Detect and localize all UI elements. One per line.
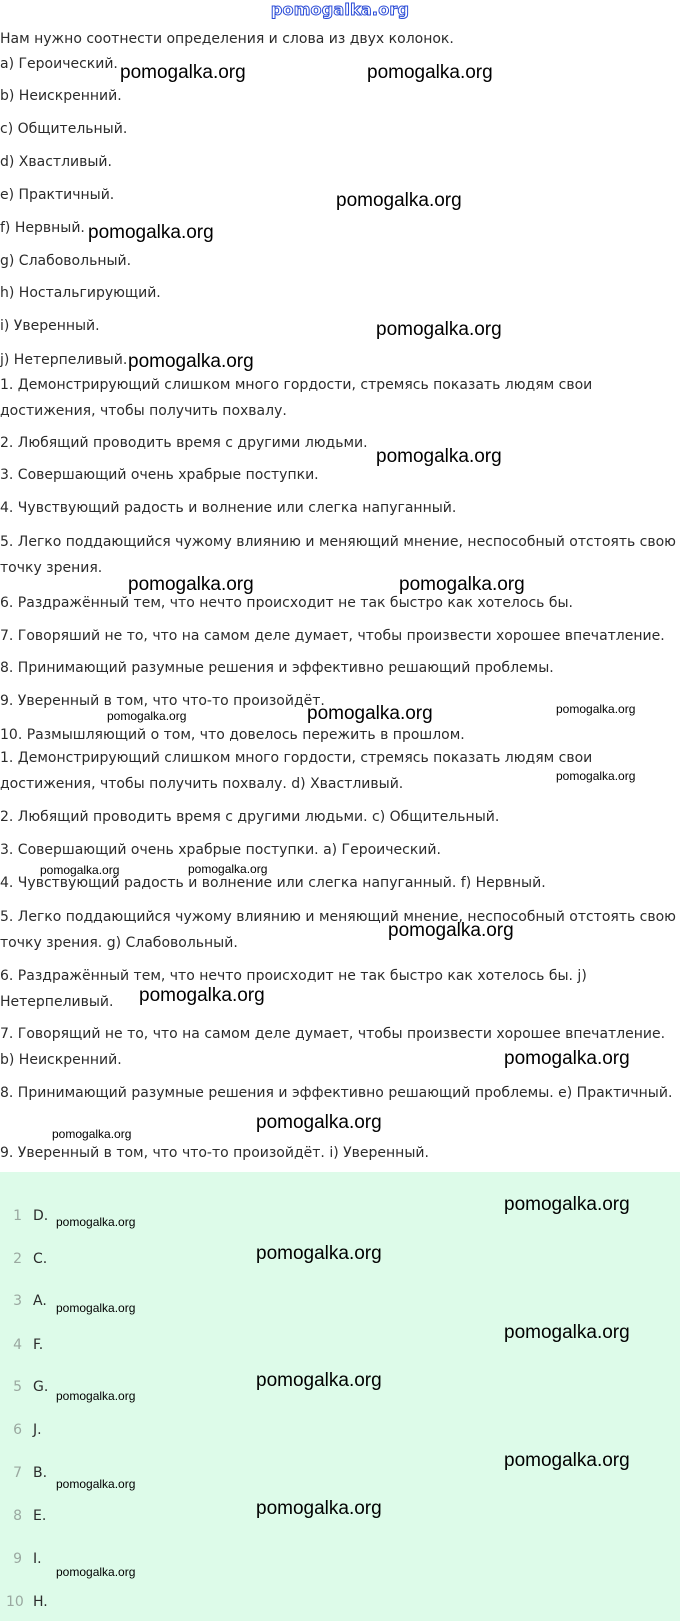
answer-number: 2	[13, 1251, 22, 1267]
watermark: pomogalka.org	[307, 703, 433, 724]
watermark: pomogalka.org	[139, 985, 265, 1006]
watermark: pomogalka.org	[556, 769, 636, 783]
answer-letter: G.	[33, 1379, 49, 1395]
watermark: pomogalka.org	[256, 1112, 382, 1133]
match-item: 5. Легко поддающийся чужому влиянию и меняющий мнение, неспособный отстоять свою точку зрения. g) Слабовольный.	[0, 909, 676, 951]
answer-number: 7	[13, 1465, 22, 1481]
watermark: pomogalka.org	[504, 1322, 630, 1343]
match-item: 8. Принимающий разумные решения и эффективно решающий проблемы. e) Практичный.	[0, 1085, 673, 1101]
watermark: pomogalka.org	[367, 62, 493, 83]
watermark: pomogalka.org	[376, 319, 502, 340]
watermark: pomogalka.org	[40, 863, 120, 877]
answer-number: 5	[13, 1379, 22, 1395]
watermark: pomogalka.org	[399, 574, 525, 595]
watermark: pomogalka.org	[256, 1243, 382, 1264]
watermark: pomogalka.org	[256, 1370, 382, 1391]
definition-item: 9. Уверенный в том, что что-то произойдёт.	[0, 693, 325, 709]
watermark: pomogalka.org	[256, 1498, 382, 1519]
match-item: 1. Демонстрирующий слишком много гордости, стремясь показать людям свои достижения, чтобы получить похвалу. d) Хвастливый.	[0, 750, 593, 792]
answer-letter: E.	[33, 1508, 47, 1524]
watermark: pomogalka.org	[120, 62, 246, 83]
answer-number: 6	[13, 1422, 22, 1438]
word-item: g) Слабовольный.	[0, 253, 132, 269]
watermark: pomogalka.org	[504, 1450, 630, 1471]
answer-letter: F.	[33, 1337, 44, 1353]
word-item: d) Хвастливый.	[0, 154, 112, 170]
match-item: 6. Раздражённый тем, что нечто происходит не так быстро как хотелось бы. j) Нетерпеливый.	[0, 968, 587, 1010]
watermark: pomogalka.org	[128, 574, 254, 595]
word-item: h) Ностальгирующий.	[0, 285, 161, 301]
answer-letter: D.	[33, 1208, 49, 1224]
definition-item: 10. Размышляющий о том, что довелось пережить в прошлом.	[0, 727, 465, 743]
match-item: 3. Совершающий очень храбрые поступки. a) Героический.	[0, 842, 441, 858]
answer-number: 3	[13, 1293, 22, 1309]
definition-item: 2. Любящий проводить время с другими людьми.	[0, 435, 368, 451]
match-item: 9. Уверенный в том, что что-то произойдёт. i) Уверенный.	[0, 1145, 429, 1161]
answer-letter: A.	[33, 1293, 47, 1309]
watermark: pomogalka.org	[188, 862, 268, 876]
watermark: pomogalka.org	[107, 709, 187, 723]
watermark: pomogalka.org	[56, 1301, 136, 1315]
word-item: j) Нетерпеливый.	[0, 352, 128, 368]
watermark: pomogalka.org	[556, 702, 636, 716]
answer-letter: B.	[33, 1465, 48, 1481]
watermark: pomogalka.org	[56, 1565, 136, 1579]
word-item: c) Общительный.	[0, 121, 128, 137]
match-item: 4. Чувствующий радость и волнение или слегка напуганный. f) Нервный.	[0, 875, 546, 891]
watermark: pomogalka.org	[504, 1048, 630, 1069]
watermark: pomogalka.org	[376, 446, 502, 467]
watermark: pomogalka.org	[56, 1477, 136, 1491]
intro-text: Нам нужно соотнести определения и слова из двух колонок.	[0, 31, 454, 47]
answer-number: 10	[6, 1594, 24, 1610]
answer-number: 4	[13, 1337, 22, 1353]
answer-number: 1	[13, 1208, 22, 1224]
watermark: pomogalka.org	[88, 222, 214, 243]
word-item: i) Уверенный.	[0, 318, 100, 334]
definition-item: 1. Демонстрирующий слишком много гордости, стремясь показать людям свои достижения, чтобы получить похвалу.	[0, 377, 593, 419]
word-item: e) Практичный.	[0, 187, 115, 203]
definition-item: 6. Раздражённый тем, что нечто происходит не так быстро как хотелось бы.	[0, 595, 573, 611]
definition-item: 4. Чувствующий радость и волнение или слегка напуганный.	[0, 500, 457, 516]
watermark: pomogalka.org	[52, 1127, 132, 1141]
watermark: pomogalka.org	[56, 1389, 136, 1403]
definition-item: 5. Легко поддающийся чужому влиянию и меняющий мнение, неспособный отстоять свою точку зрения.	[0, 534, 676, 576]
definition-item: 7. Говоряший не то, что на самом деле думает, чтобы произвести хорошее впечатление.	[0, 628, 665, 644]
answer-number: 8	[13, 1508, 22, 1524]
watermark: pomogalka.org	[388, 920, 514, 941]
word-item: a) Героический.	[0, 56, 118, 72]
watermark: pomogalka.org	[56, 1215, 136, 1229]
answer-letter: I.	[33, 1551, 42, 1567]
site-header-logo: pomogalka.org	[270, 0, 410, 19]
word-item: b) Неискренний.	[0, 88, 122, 104]
watermark: pomogalka.org	[336, 190, 462, 211]
watermark: pomogalka.org	[128, 351, 254, 372]
watermark: pomogalka.org	[504, 1194, 630, 1215]
definition-item: 3. Совершающий очень храбрые поступки.	[0, 467, 319, 483]
answer-letter: H.	[33, 1594, 48, 1610]
word-item: f) Нервный.	[0, 220, 85, 236]
definition-item: 8. Принимающий разумные решения и эффективно решающий проблемы.	[0, 660, 554, 676]
answer-letter: C.	[33, 1251, 48, 1267]
match-item: 7. Говорящий не то, что на самом деле думает, чтобы произвести хорошее впечатление. b) Неискренний.	[0, 1026, 666, 1068]
answer-letter: J.	[33, 1422, 42, 1438]
answer-number: 9	[13, 1551, 22, 1567]
match-item: 2. Любящий проводить время с другими людьми. c) Общительный.	[0, 809, 500, 825]
